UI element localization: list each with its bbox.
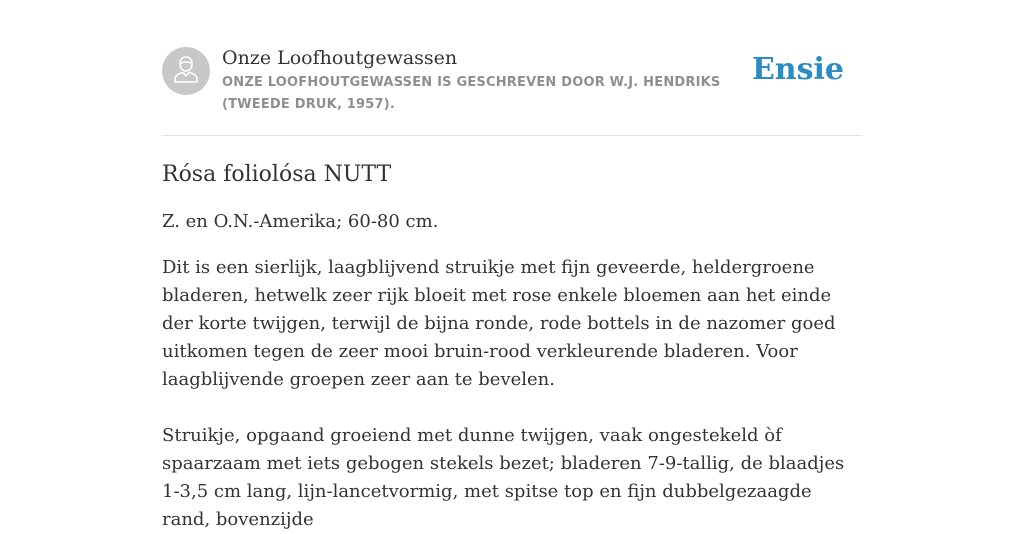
source-subtitle: ONZE LOOFHOUTGEWASSEN IS GESCHREVEN DOOR W.J. HENDRIKS (TWEEDE DRUK, 1957). xyxy=(222,75,721,112)
ensie-logo[interactable]: Ensie xyxy=(751,52,844,87)
header-divider xyxy=(162,135,862,136)
entry-paragraph: Dit is een sierlijk, laagblijvend struikje met fijn geveerde, heldergroene bladeren, hetwelk zeer rijk bloeit met rose enkele bloemen aan het einde der korte twijgen, terwijl de bijna ronde, rode bottels in de nazomer goed uitkomen tegen de zeer mooi bruin-rood verkleurende bladeren. Voor laagblijvende groepen zeer aan te bevelen. xyxy=(162,257,836,390)
source-title[interactable]: Onze Loofhoutgewassen xyxy=(222,47,458,69)
entry-title: Rósa foliolósa NUTT xyxy=(162,162,392,187)
source-header xyxy=(162,46,862,136)
entry-origin: Z. en O.N.-Amerika; 60-80 cm. xyxy=(162,211,439,232)
entry-content xyxy=(162,158,862,534)
avatar xyxy=(162,47,210,95)
entry-paragraph: Struikje, opgaand groeiend met dunne twijgen, vaak ongestekeld òf spaarzaam met iets gebogen stekels bezet; bladeren 7-9-tallig, de blaadjes 1-3,5 cm lang, lijn-lancetvormig, met spitse top en fijn dubbelgezaagde rand, bovenzijde xyxy=(162,425,845,530)
user-silhouette-icon xyxy=(172,54,200,89)
